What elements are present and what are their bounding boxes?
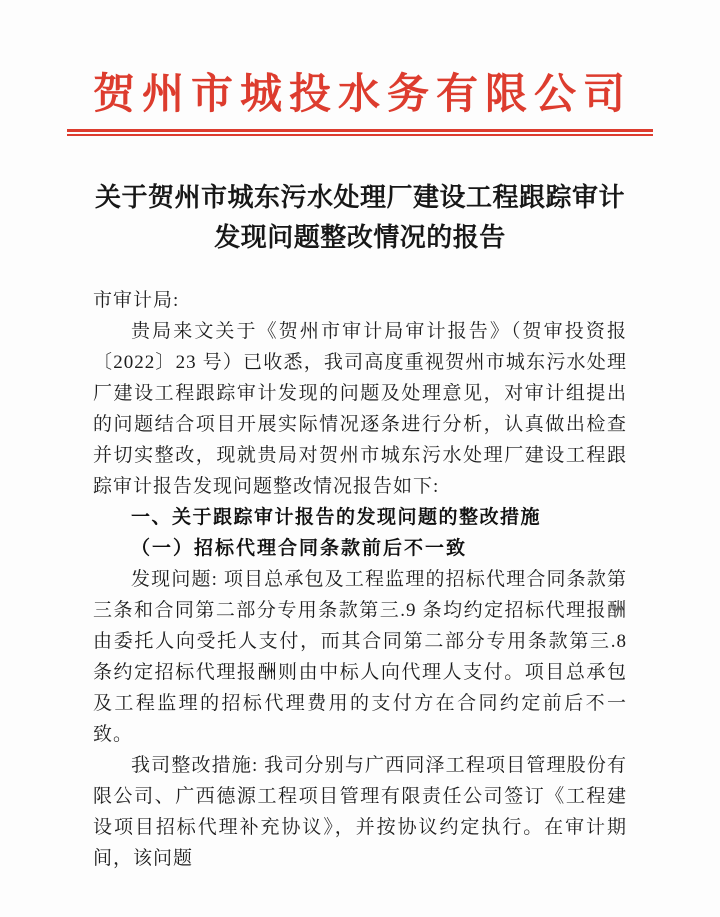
document-title: [93, 178, 627, 258]
title-line-1: 关于贺州市城东污水处理厂建设工程跟踪审计: [94, 183, 625, 212]
section-heading: 一、关于跟踪审计报告的发现问题的整改措施: [131, 507, 542, 528]
paragraph-intro: 贵局来文关于《贺州市审计局审计报告》（贺审投资报〔2022〕23 号）已收悉，我司高度重视贺州市城东污水处理厂建设工程跟踪审计发现的问题及处理意见，对审计组提出的问题结合项目开展实际情况逐条进行分析，认真做出检查并切实整改，现就贵局对贺州市城东污水处理厂建设工程跟踪审计报告发现问题整改情况报告如下:: [93, 321, 627, 497]
paragraph-problem: 发现问题: 项目总承包及工程监理的招标代理合同条款第三条和合同第二部分专用条款第三.9 条均约定招标代理报酬由委托人向受托人支付，而其合同第二部分专用条款第三.8 条约定招标代理报酬则由中标人向代理人支付。项目总承包及工程监理的招标代理费用的支付方在合同约定前后不一致。: [93, 569, 627, 745]
document-body: [93, 285, 627, 874]
subsection-heading: （一）招标代理合同条款前后不一致: [131, 538, 468, 559]
title-line-2: 发现问题整改情况的报告: [214, 223, 506, 252]
paragraph-measures: 我司整改措施: 我司分别与广西同泽工程项目管理股份有限公司、广西德源工程项目管理有限责任公司签订《工程建设项目招标代理补充协议》，并按协议约定执行。在审计期间，该问题: [93, 755, 627, 869]
company-name: 贺州市城投水务有限公司: [93, 72, 633, 118]
salutation: 市审计局:: [93, 290, 180, 311]
letterhead: [93, 68, 633, 136]
letterhead-double-rule: [67, 129, 653, 136]
